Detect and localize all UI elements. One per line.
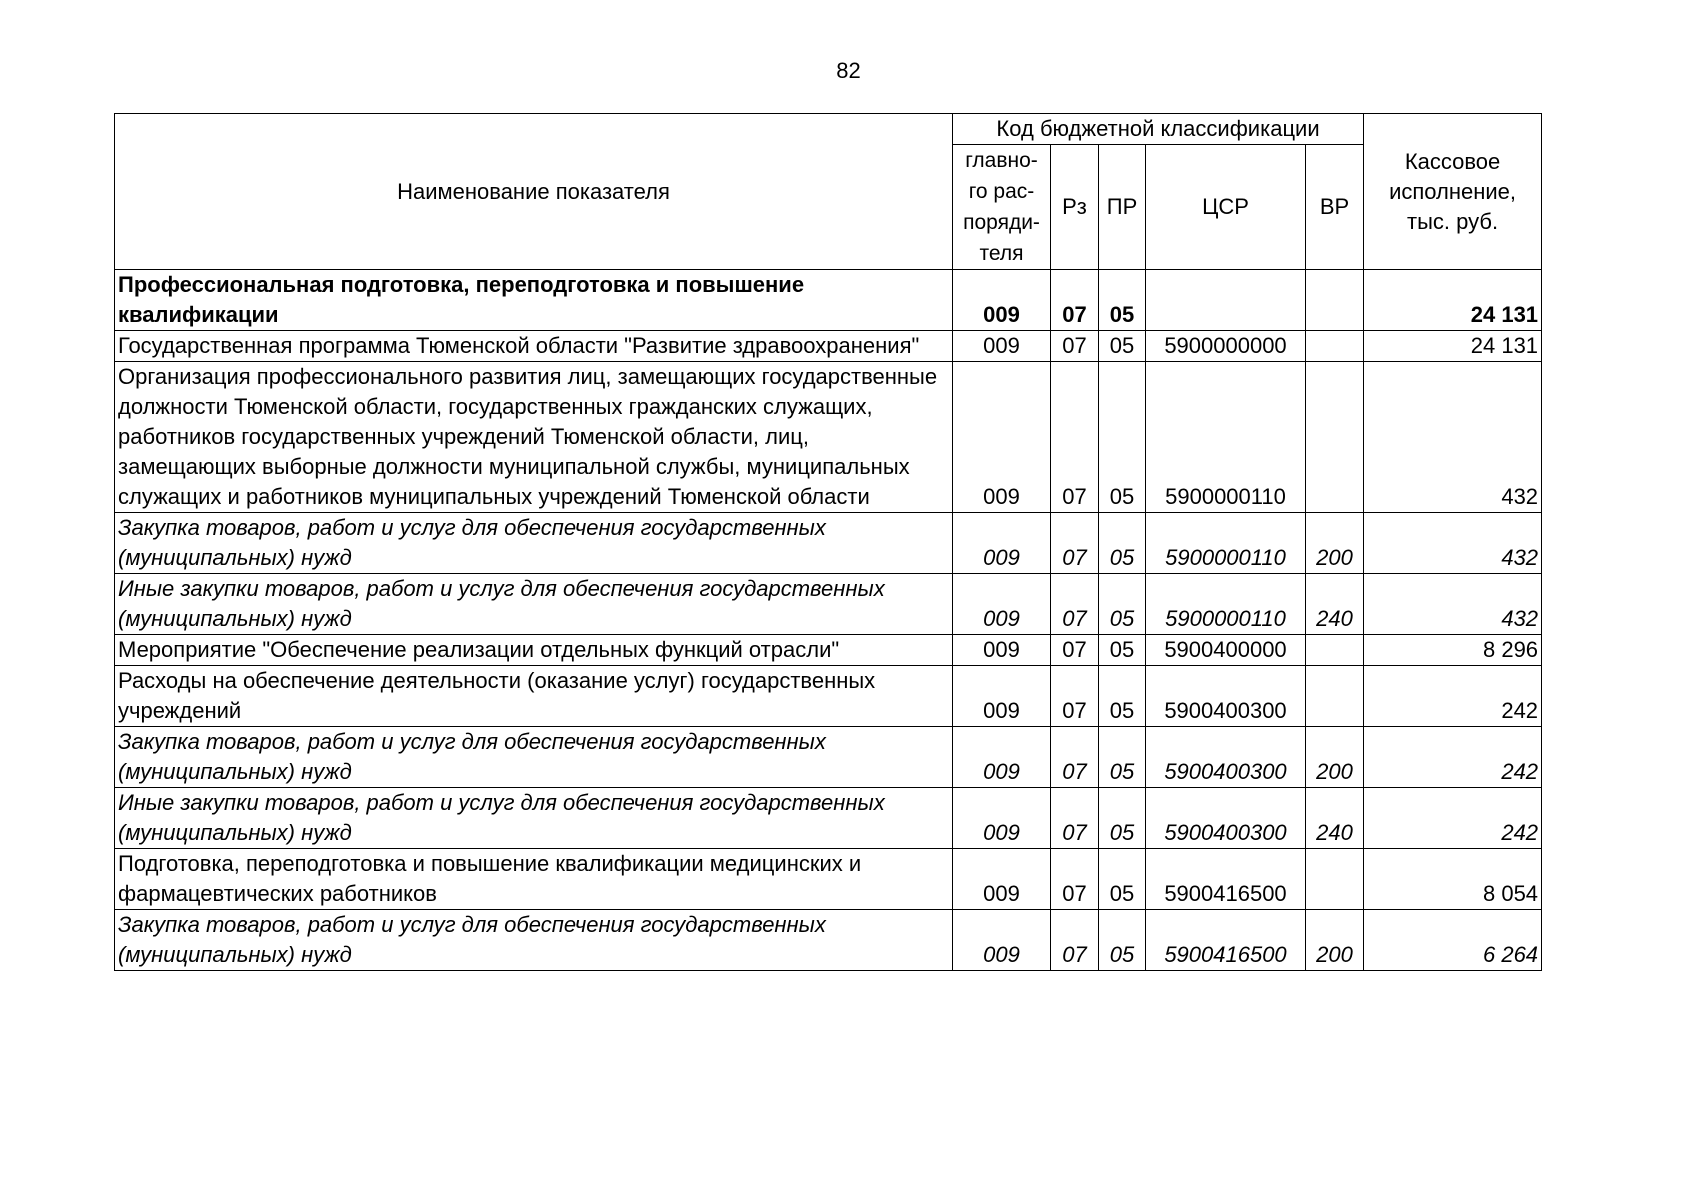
- row-amount: 8 296: [1364, 635, 1542, 666]
- header-amount-line: исполнение,: [1389, 178, 1517, 204]
- table-row: [115, 849, 1542, 910]
- row-pr: 05: [1099, 788, 1146, 849]
- row-rz: 07: [1051, 635, 1099, 666]
- row-name: Закупка товаров, работ и услуг для обеспечения государственных (муниципальных) нужд: [115, 513, 953, 574]
- row-amount: 432: [1364, 362, 1542, 513]
- row-grbs: 009: [953, 270, 1051, 331]
- row-rz: 07: [1051, 788, 1099, 849]
- row-name: Закупка товаров, работ и услуг для обеспечения государственных (муниципальных) нужд: [115, 910, 953, 971]
- row-amount: 8 054: [1364, 849, 1542, 910]
- table-row: [115, 513, 1542, 574]
- row-amount: 432: [1364, 574, 1542, 635]
- page-number: 82: [836, 58, 861, 83]
- row-rz: 07: [1051, 666, 1099, 727]
- row-name: Государственная программа Тюменской области "Развитие здравоохранения": [115, 331, 953, 362]
- row-grbs: 009: [953, 513, 1051, 574]
- row-vr: 200: [1306, 910, 1364, 971]
- row-name: Мероприятие "Обеспечение реализации отдельных функций отрасли": [115, 635, 953, 666]
- row-vr: [1306, 362, 1364, 513]
- row-amount: 242: [1364, 727, 1542, 788]
- row-pr: 05: [1099, 362, 1146, 513]
- row-csr: 5900416500: [1146, 910, 1306, 971]
- row-csr: 5900400300: [1146, 666, 1306, 727]
- row-pr: 05: [1099, 635, 1146, 666]
- row-csr: 5900000110: [1146, 362, 1306, 513]
- row-csr: 5900416500: [1146, 849, 1306, 910]
- row-csr: 5900000110: [1146, 513, 1306, 574]
- header-grbs-line: поряди-: [963, 211, 1040, 234]
- row-amount: 242: [1364, 666, 1542, 727]
- row-grbs: 009: [953, 849, 1051, 910]
- header-pr: ПР: [1099, 145, 1146, 270]
- row-vr: [1306, 331, 1364, 362]
- header-grbs: [953, 145, 1051, 270]
- row-pr: 05: [1099, 513, 1146, 574]
- row-name: Организация профессионального развития лиц, замещающих государственные должности Тюменской области, государственных гражданских служащих, работников государственных учреждений Тюменской области, лиц, замещающих выборные должности муниципальной службы, муниципальных служащих и работников муниципальных учреждений Тюменской области: [115, 362, 953, 513]
- header-grbs-line: теля: [979, 242, 1024, 265]
- row-rz: 07: [1051, 513, 1099, 574]
- row-vr: 200: [1306, 727, 1364, 788]
- row-pr: 05: [1099, 910, 1146, 971]
- row-vr: [1306, 270, 1364, 331]
- row-rz: 07: [1051, 574, 1099, 635]
- row-csr: 5900000110: [1146, 574, 1306, 635]
- header-grbs-line: главно-: [965, 149, 1038, 172]
- budget-table: [114, 113, 1542, 971]
- table-row: [115, 574, 1542, 635]
- row-vr: 240: [1306, 788, 1364, 849]
- row-pr: 05: [1099, 574, 1146, 635]
- row-csr: 5900000000: [1146, 331, 1306, 362]
- row-csr: 5900400300: [1146, 727, 1306, 788]
- row-rz: 07: [1051, 910, 1099, 971]
- header-grbs-line: го рас-: [968, 180, 1035, 203]
- table-row: [115, 635, 1542, 666]
- header-amount-line: Кассовое: [1404, 148, 1501, 174]
- row-csr: 5900400000: [1146, 635, 1306, 666]
- row-rz: 07: [1051, 331, 1099, 362]
- row-grbs: 009: [953, 362, 1051, 513]
- row-grbs: 009: [953, 666, 1051, 727]
- row-vr: 200: [1306, 513, 1364, 574]
- row-grbs: 009: [953, 727, 1051, 788]
- row-amount: 6 264: [1364, 910, 1542, 971]
- row-pr: 05: [1099, 331, 1146, 362]
- row-vr: 240: [1306, 574, 1364, 635]
- row-pr: 05: [1099, 270, 1146, 331]
- row-amount: 432: [1364, 513, 1542, 574]
- table-row: [115, 910, 1542, 971]
- header-kbk: Код бюджетной классификации: [953, 114, 1364, 145]
- row-amount: 242: [1364, 788, 1542, 849]
- row-grbs: 009: [953, 788, 1051, 849]
- row-csr: [1146, 270, 1306, 331]
- header-amount: [1364, 114, 1542, 270]
- row-vr: [1306, 849, 1364, 910]
- header-amount-line: тыс. руб.: [1407, 208, 1499, 234]
- row-name: Иные закупки товаров, работ и услуг для обеспечения государственных (муниципальных) нужд: [115, 574, 953, 635]
- row-name: Закупка товаров, работ и услуг для обеспечения государственных (муниципальных) нужд: [115, 727, 953, 788]
- header-csr: ЦСР: [1146, 145, 1306, 270]
- row-pr: 05: [1099, 727, 1146, 788]
- table-row: [115, 331, 1542, 362]
- row-rz: 07: [1051, 727, 1099, 788]
- row-pr: 05: [1099, 849, 1146, 910]
- header-name: Наименование показателя: [115, 114, 953, 270]
- header-rz: Рз: [1051, 145, 1099, 270]
- table-row: [115, 270, 1542, 331]
- row-name: Иные закупки товаров, работ и услуг для обеспечения государственных (муниципальных) нужд: [115, 788, 953, 849]
- row-rz: 07: [1051, 849, 1099, 910]
- table-row: [115, 666, 1542, 727]
- row-name: Подготовка, переподготовка и повышение квалификации медицинских и фармацевтических работников: [115, 849, 953, 910]
- row-grbs: 009: [953, 635, 1051, 666]
- row-grbs: 009: [953, 574, 1051, 635]
- row-vr: [1306, 635, 1364, 666]
- row-vr: [1306, 666, 1364, 727]
- row-name: Расходы на обеспечение деятельности (оказание услуг) государственных учреждений: [115, 666, 953, 727]
- row-rz: 07: [1051, 362, 1099, 513]
- row-pr: 05: [1099, 666, 1146, 727]
- row-amount: 24 131: [1364, 270, 1542, 331]
- row-rz: 07: [1051, 270, 1099, 331]
- row-csr: 5900400300: [1146, 788, 1306, 849]
- row-name: Профессиональная подготовка, переподготовка и повышение квалификации: [115, 270, 953, 331]
- table-row: [115, 788, 1542, 849]
- table-row: [115, 362, 1542, 513]
- row-amount: 24 131: [1364, 331, 1542, 362]
- row-grbs: 009: [953, 910, 1051, 971]
- table-row: [115, 727, 1542, 788]
- row-grbs: 009: [953, 331, 1051, 362]
- header-vr: ВР: [1306, 145, 1364, 270]
